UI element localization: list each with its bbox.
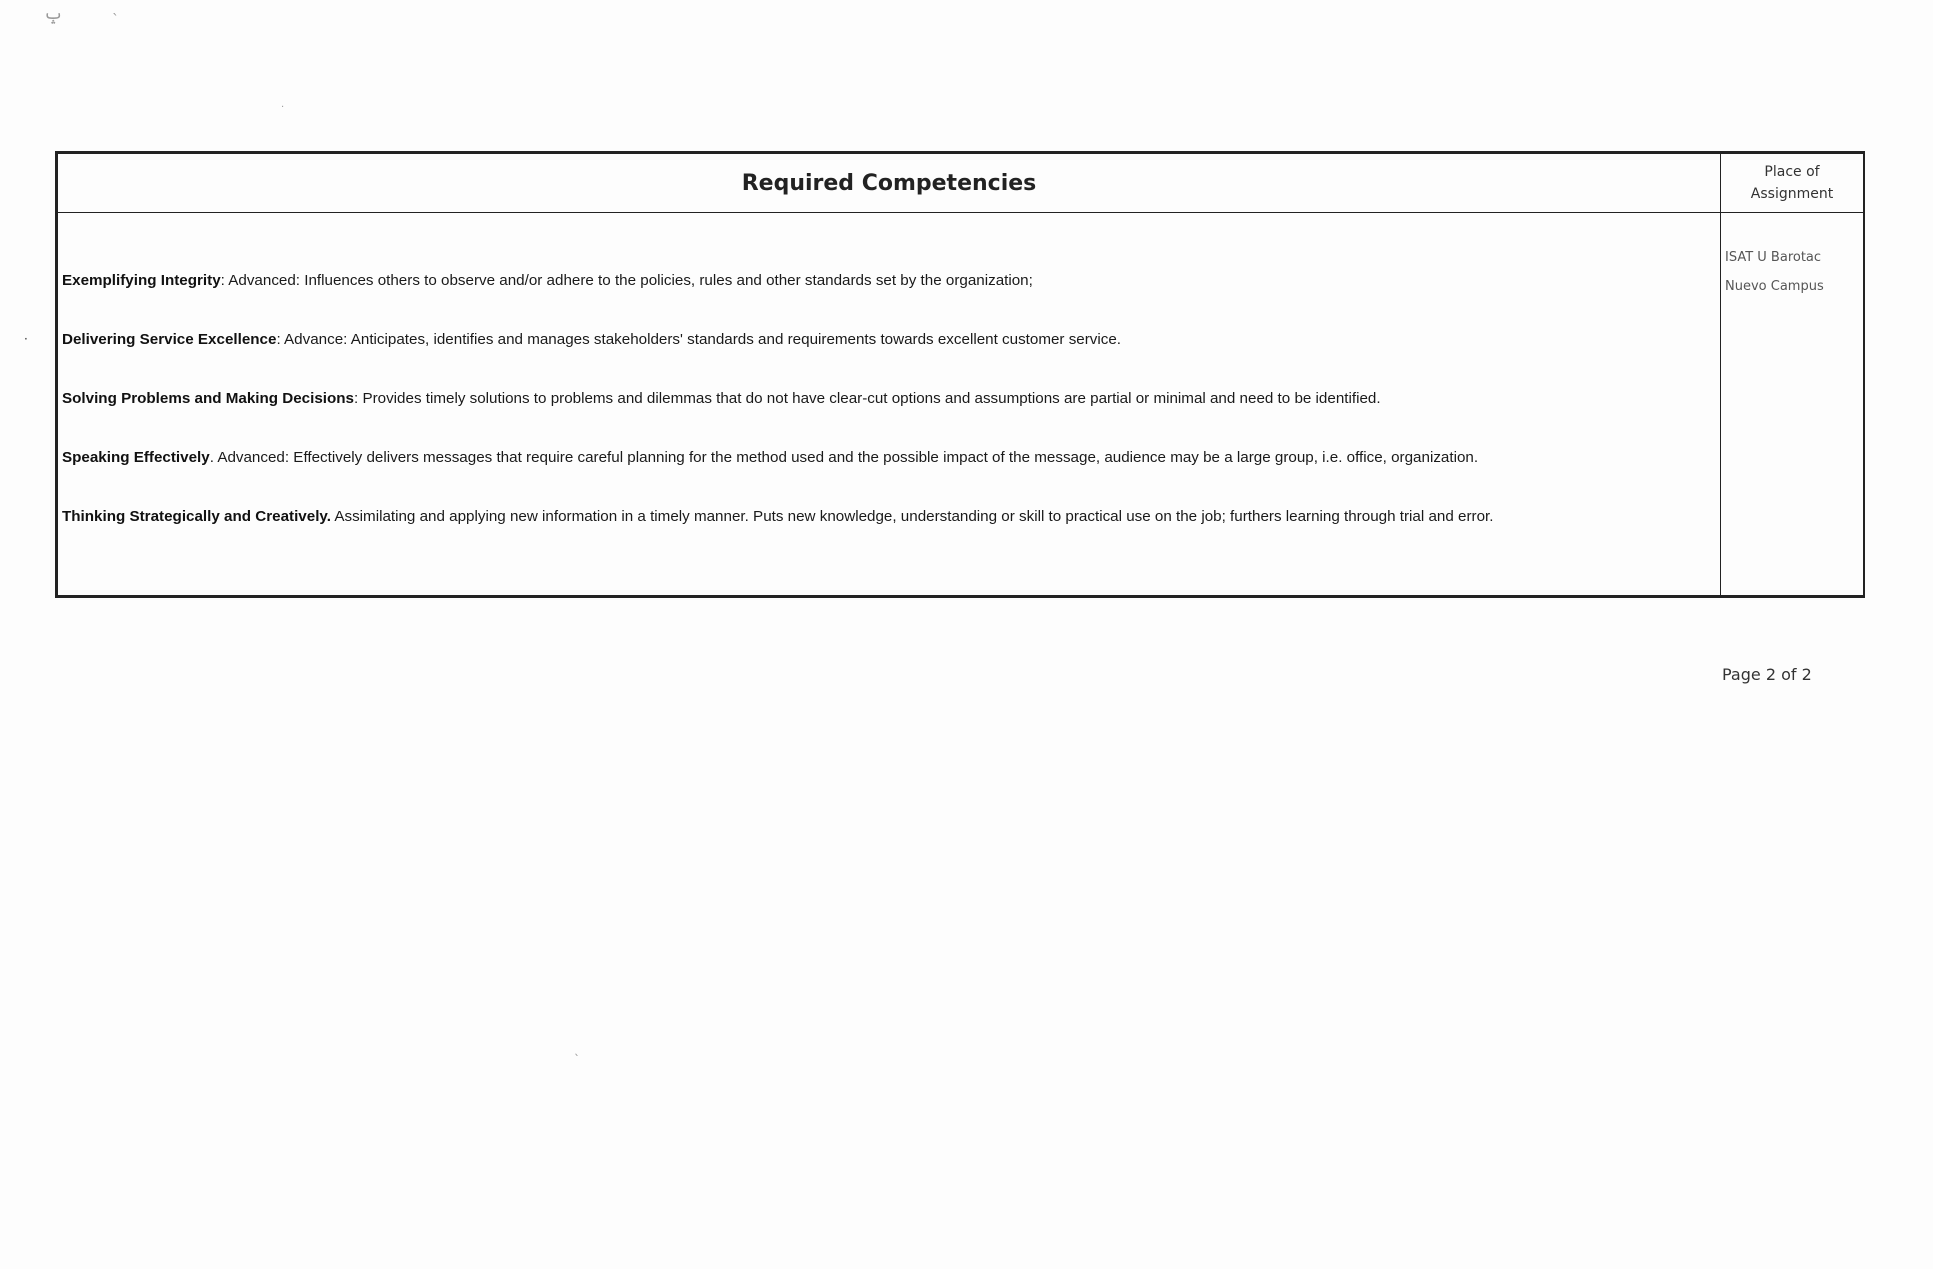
competency-text: : Advanced: Influences others to observe and/or adhere to the policies, rules and other standards set by the organization;	[220, 272, 1033, 289]
scan-mark: ·	[24, 332, 28, 346]
competency-title: Delivering Service Excellence	[62, 331, 277, 348]
competency-text: : Provides timely solutions to problems and dilemmas that do not have clear-cut options and assumptions are partial or minimal and need to be identified.	[354, 390, 1381, 407]
competency-item	[62, 448, 1720, 468]
header-place-label: Place of Assignment	[1750, 164, 1834, 202]
competency-title: Exemplifying Integrity	[62, 272, 221, 289]
competency-item	[62, 507, 1720, 527]
competency-title: Thinking Strategically and Creatively.	[62, 508, 331, 525]
header-place-of-assignment	[1721, 154, 1864, 213]
competencies-cell	[58, 213, 1721, 596]
place-of-assignment-cell	[1721, 213, 1864, 596]
scan-mark: ݒ	[44, 4, 63, 23]
page-number: Page 2 of 2	[1722, 665, 1812, 684]
place-line: ISAT U Barotac	[1725, 250, 1822, 265]
place-line: Nuevo Campus	[1725, 279, 1824, 294]
header-required-competencies: Required Competencies	[58, 154, 1721, 213]
competency-title: Speaking Effectively	[62, 449, 210, 466]
competency-item	[62, 389, 1720, 409]
competency-table	[57, 153, 1864, 596]
competency-text: . Advanced: Effectively delivers messages that require careful planning for the method used and the possible impact of the message, audience may be a large group, i.e. office, organization.	[209, 449, 1479, 466]
competency-item	[62, 271, 1720, 291]
competency-item	[62, 330, 1720, 350]
table-body-row	[58, 213, 1864, 596]
competency-text: Assimilating and applying new information in a timely manner. Puts new knowledge, understanding or skill to practical use on the job; furthers learning through trial and error.	[330, 508, 1494, 525]
competency-table-frame	[55, 151, 1865, 598]
scan-mark: ˎ	[574, 1042, 580, 1056]
competency-text: : Advance: Anticipates, identifies and manages stakeholders' standards and requirements towards excellent customer service.	[276, 331, 1122, 348]
table-header-row	[58, 154, 1864, 213]
scan-mark: ˎ	[112, 0, 119, 16]
scan-mark: ·	[281, 102, 285, 113]
competency-title: Solving Problems and Making Decisions	[62, 390, 355, 407]
